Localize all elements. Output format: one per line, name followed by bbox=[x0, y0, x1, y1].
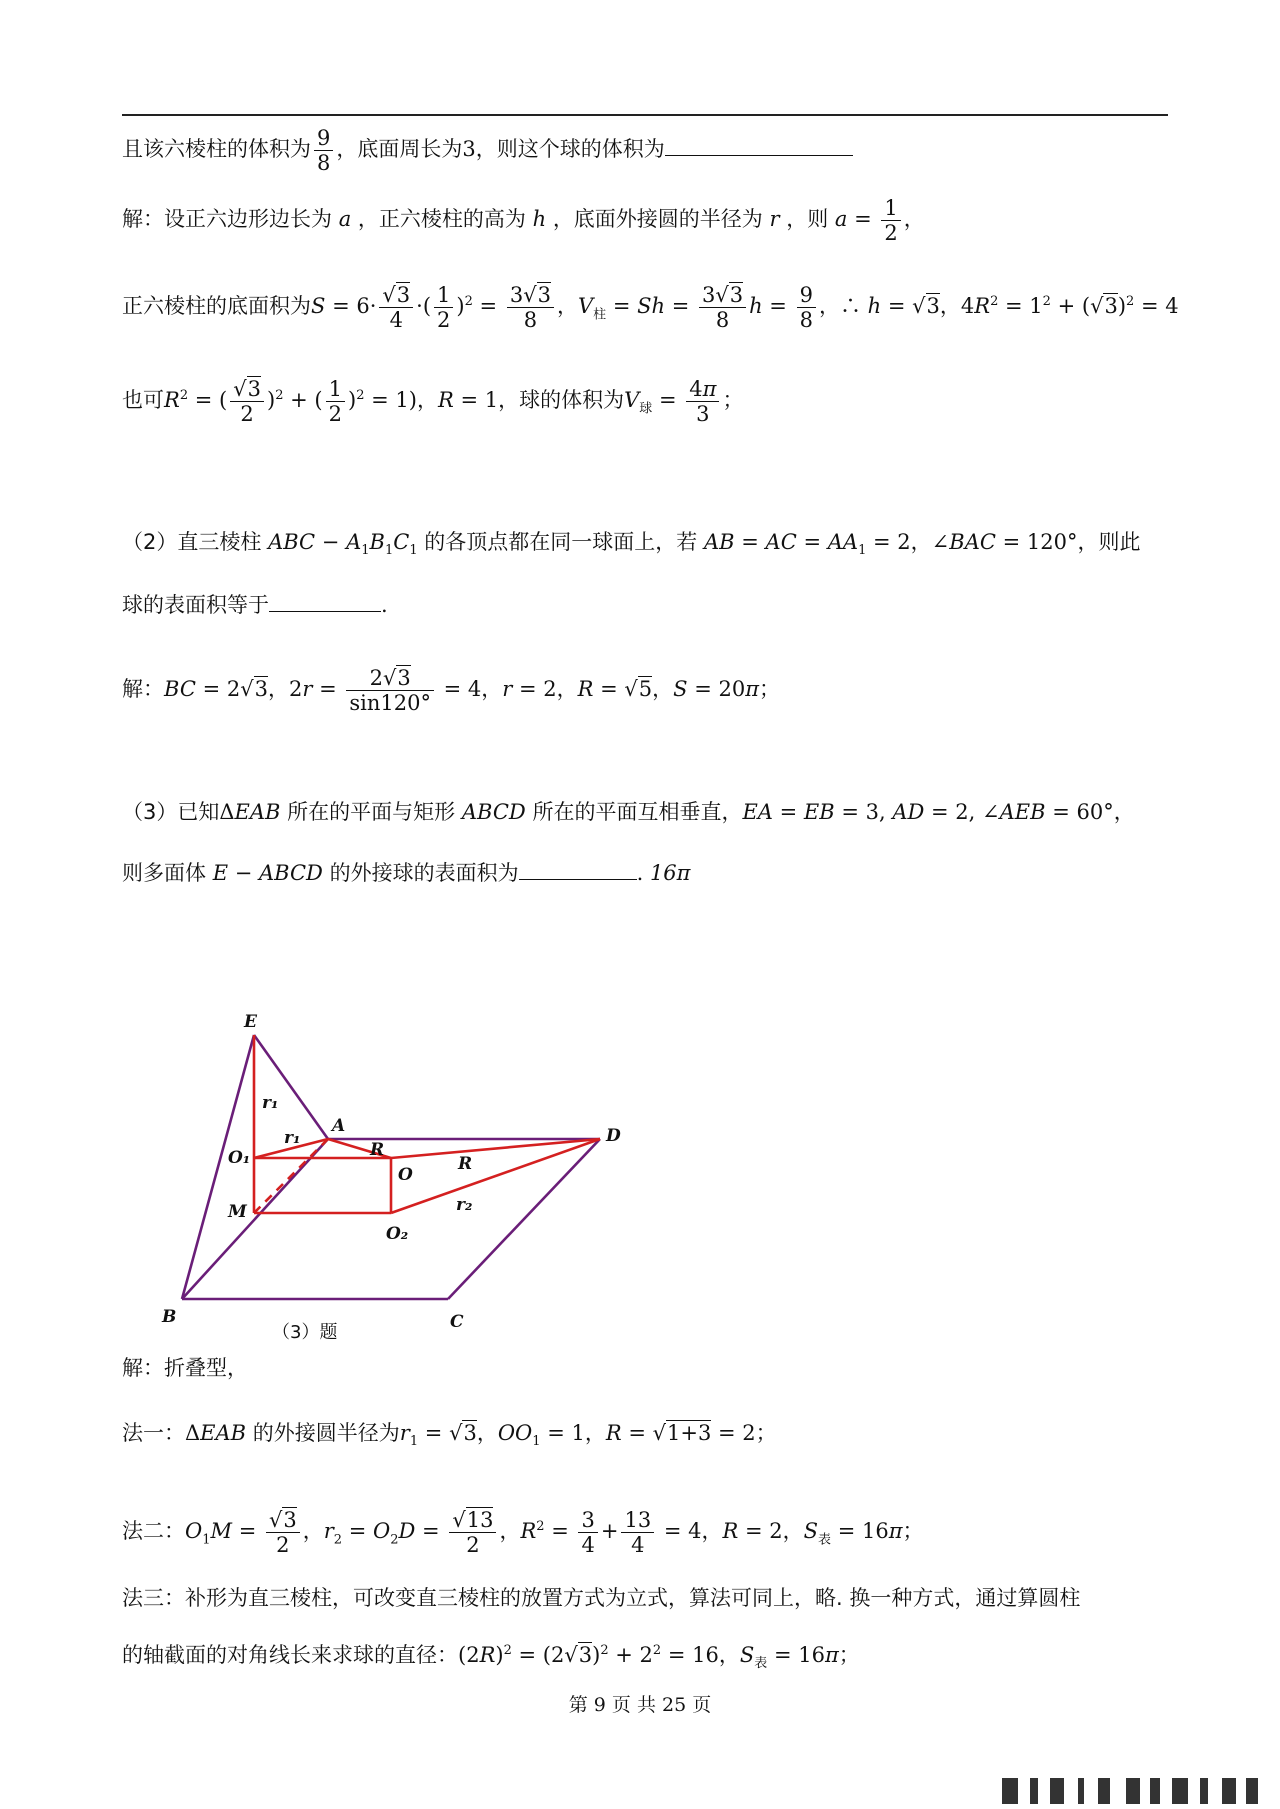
figure-red-lines bbox=[254, 1035, 600, 1213]
problem2-label: （2）直三棱柱 bbox=[122, 530, 262, 554]
watermark-bar bbox=[1098, 1778, 1110, 1804]
problem1-perimeter: 3 bbox=[462, 137, 476, 162]
solution1-line3: 也可$R^2$ = ( $\frac{√3}{2}$ )$^2$ + ( $\frac{1}{2}$ )$^2$ = 1)，R = 1，球的体积为$V_球$ = $\frac{4\pi}{3}$ ； bbox=[122, 377, 744, 427]
label-R-short: R bbox=[370, 1140, 385, 1160]
label-O1: O₁ bbox=[228, 1148, 251, 1168]
problem2-line1: （2）直三棱柱 ABC − $A_1B_1C_1$ 的各顶点都在同一球面上，若 AB = AC = $AA_1 = 2$，∠BAC = 120°，则此 bbox=[122, 530, 1141, 559]
solution1-text-d: ，则 bbox=[786, 207, 829, 232]
solution1-text-c: ，底面外接圆的半径为 bbox=[552, 207, 763, 232]
page-footer: 第 9 页 共 25 页 bbox=[568, 1694, 712, 1716]
problem3-text-d: 的外接球的表面积为 bbox=[329, 861, 519, 885]
label-D: D bbox=[606, 1126, 621, 1146]
label-r1-slant: r₁ bbox=[284, 1128, 301, 1148]
solution3-method2: 法二：$O_1M$ = $\frac{√3}{2}$ ，$r_2 = O_2D$ = $\frac{√13}{2}$ ，$R^2$ = $\frac{3}{4}$ + $\frac{13}{4}$ = 4，R = 2，$S_表 = 16\pi$； bbox=[122, 1508, 924, 1558]
header-rule bbox=[122, 114, 1168, 116]
solution1-line3-label: 也可 bbox=[122, 388, 164, 413]
problem3-text-b: 所在的平面互相垂直， bbox=[532, 800, 743, 824]
watermark-bar bbox=[1030, 1778, 1038, 1804]
watermark-bar bbox=[1200, 1778, 1208, 1804]
segment-MA-dashed bbox=[254, 1139, 328, 1213]
problem1-text-d: ，则这个球的体积为 bbox=[475, 137, 665, 162]
watermark-bar bbox=[1126, 1778, 1140, 1804]
label-C: C bbox=[450, 1312, 464, 1332]
watermark-bar bbox=[1002, 1778, 1018, 1804]
solution1-text-b: ，正六棱柱的高为 bbox=[357, 207, 526, 232]
solution1-line2-label: 正六棱柱的底面积为 bbox=[122, 294, 311, 319]
solution3-intro-text: 解：折叠型， bbox=[122, 1356, 248, 1380]
method3-text-2: 的轴截面的对角线长来求球的直径： bbox=[122, 1643, 458, 1667]
label-r1-vertical: r₁ bbox=[262, 1093, 279, 1113]
problem1-text-b: ，底面周长为 bbox=[336, 137, 463, 162]
solution2-line: 解：BC = 2√3，2r = $\frac{2√3}{\sin 120^\circ}$ = 4，r = 2，R = √5，S = 20π； bbox=[122, 666, 781, 716]
solution1-line3-text: 球的体积为 bbox=[519, 388, 625, 413]
watermark-bar bbox=[1222, 1778, 1236, 1804]
problem3-label: （3）已知 bbox=[122, 800, 220, 824]
method2-label: 法二： bbox=[122, 1519, 185, 1544]
edge-EA bbox=[254, 1035, 328, 1139]
method1-label: 法一： bbox=[122, 1421, 185, 1445]
label-R-long: R bbox=[458, 1154, 473, 1174]
method1-text: 的外接圆半径为 bbox=[252, 1421, 400, 1445]
label-O: O bbox=[398, 1165, 413, 1185]
figure-caption: （3）题 bbox=[272, 1322, 338, 1343]
answer-blank-1 bbox=[665, 137, 853, 156]
solution1-line2: 正六棱柱的底面积为S = 6· $\frac{√3}{4}$ ·( $\frac{1}{2}$ )$^2$ = $\frac{3√3}{8}$ ，$V_柱 = Sh$ = $\frac{3√3}{8}$ h = $\frac{9}{8}$ ，∴ h = √3，$4R^2 = 1^2 + (√3)^2 = 4$ bbox=[122, 283, 1179, 333]
answer-blank-3 bbox=[519, 861, 637, 880]
problem3-line1: （3）已知ΔEAB 所在的平面与矩形 ABCD 所在的平面互相垂直，EA = EB = 3, AD = 2, ∠AEB = 60°， bbox=[122, 800, 1135, 824]
problem1-line: 且该六棱柱的体积为 $\frac{9}{8}$ ，底面周长为3，则这个球的体积为 bbox=[122, 126, 853, 175]
label-B: B bbox=[162, 1307, 177, 1327]
geometry-figure bbox=[150, 1005, 650, 1345]
label-r2: r₂ bbox=[456, 1195, 473, 1215]
watermark-bar bbox=[1078, 1778, 1084, 1804]
problem3-answer: 16π bbox=[649, 861, 691, 885]
problem2-text-b: ，则此 bbox=[1077, 530, 1141, 554]
solution3-intro bbox=[122, 1358, 248, 1379]
solution1-line1: 解：设正六边形边长为 a ，正六棱柱的高为 h ，底面外接圆的半径为 r ，则 a = $\frac{1}{2}$ ， bbox=[122, 196, 925, 246]
watermark-bar bbox=[1050, 1778, 1064, 1804]
solution1-text-a: 解：设正六边形边长为 bbox=[122, 207, 332, 232]
solution2-label: 解： bbox=[122, 677, 164, 702]
label-M: M bbox=[228, 1202, 247, 1222]
problem3-text-c: 则多面体 bbox=[122, 861, 206, 885]
solution3-method1: 法一：ΔEAB 的外接圆半径为$r_1 = √3$，$OO_1 = 1$，R = √1+3 = 2； bbox=[122, 1421, 777, 1450]
answer-blank-2 bbox=[269, 593, 381, 612]
solution3-method3-line2: 的轴截面的对角线长来求球的直径：$(2R)^2 = (2√3)^2 + 2^2 = 16$，$S_表 = 16\pi$； bbox=[122, 1643, 860, 1672]
label-O2: O₂ bbox=[386, 1224, 409, 1244]
problem3-line2: 则多面体 E − ABCD 的外接球的表面积为 . 16π bbox=[122, 861, 691, 885]
problem2-line2: 球的表面积等于 . bbox=[122, 593, 388, 617]
label-E: E bbox=[244, 1012, 257, 1032]
watermark-bar bbox=[1150, 1778, 1160, 1804]
watermark-bar bbox=[1172, 1778, 1188, 1804]
label-A: A bbox=[332, 1116, 346, 1136]
problem1-text-a: 且该六棱柱的体积为 bbox=[122, 137, 311, 162]
problem2-text-c: 球的表面积等于 bbox=[122, 593, 269, 617]
solution3-method3-line1 bbox=[122, 1588, 1080, 1609]
watermark-bar bbox=[1246, 1778, 1258, 1804]
problem3-text-a: 所在的平面与矩形 bbox=[287, 800, 456, 824]
segment-O2D bbox=[391, 1139, 600, 1213]
problem2-text-a: 的各顶点都在同一球面上，若 bbox=[424, 530, 698, 554]
segment-OD bbox=[391, 1139, 600, 1158]
method3-text-1: 法三：补形为直三棱柱，可改变直三棱柱的放置方式为立式，算法可同上，略. 换一种方式，通过算圆柱 bbox=[122, 1586, 1081, 1610]
